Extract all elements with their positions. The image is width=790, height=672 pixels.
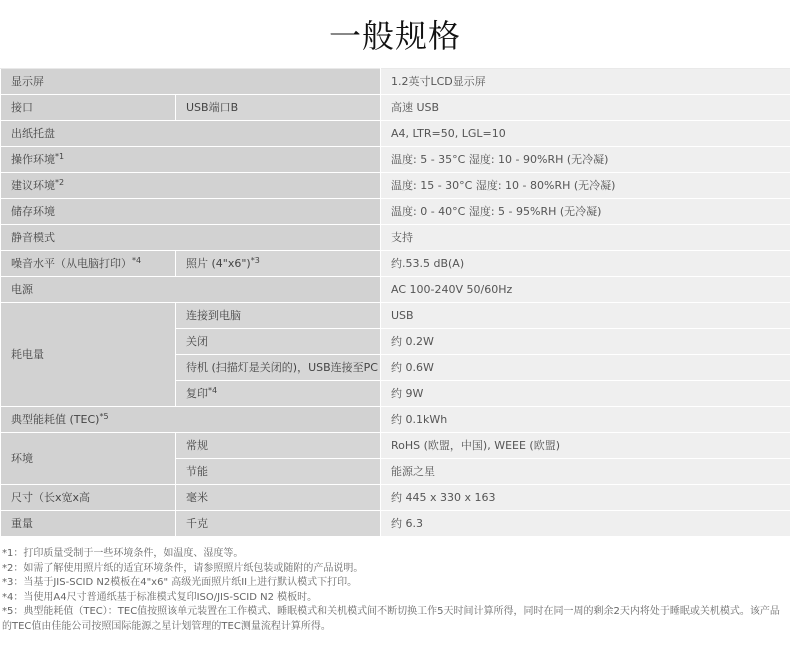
spec-label: [1, 147, 381, 173]
spec-value: [381, 121, 790, 147]
spec-label: [1, 511, 176, 537]
spec-label: [1, 485, 176, 511]
spec-sublabel-text: 常规: [186, 438, 208, 452]
spec-value-text: 约 9W: [391, 386, 424, 400]
spec-value-text: 温度: 0 - 40°C 湿度: 5 - 95%RH (无冷凝): [391, 204, 602, 218]
table-row: [1, 225, 790, 251]
spec-sublabel: [176, 355, 381, 381]
spec-value: [381, 511, 790, 537]
table-row: [1, 407, 790, 433]
table-row: [1, 485, 790, 511]
spec-label: [1, 95, 176, 121]
spec-value: [381, 433, 790, 459]
spec-label-text: 尺寸（长x宽x高: [11, 490, 91, 504]
table-row: [1, 303, 790, 329]
footnote: *5：典型能耗值（TEC）：TEC值按照该单元装置在工作模式、睡眠模式和关机模式间不断切换工作5天时间计算所得，同时在同一周的剩余2天内将处于睡眠或关机模式。该产品的TEC值由佳能公司按照国际能源之星计划管理的TEC测量流程计算所得。: [2, 606, 780, 632]
spec-value: [381, 407, 790, 433]
spec-value: [381, 459, 790, 485]
spec-label-text: 环境: [11, 451, 33, 465]
spec-label-text: 噪音水平（从电脑打印）: [11, 256, 132, 270]
spec-sublabel: [176, 485, 381, 511]
spec-sublabel: [176, 511, 381, 537]
spec-sublabel: [176, 303, 381, 329]
spec-label-text: 电源: [11, 282, 33, 296]
footnote: *1：打印质量受制于一些环境条件，如温度、湿度等。: [2, 548, 244, 559]
spec-label-text: 接口: [11, 100, 33, 114]
spec-sublabel-text: 关闭: [186, 334, 208, 348]
footnote-ref: *1: [55, 151, 65, 161]
spec-value-text: 能源之星: [391, 464, 435, 478]
table-row: [1, 173, 790, 199]
spec-value: [381, 69, 790, 95]
table-row: [1, 433, 790, 459]
spec-label: [1, 251, 176, 277]
spec-table: [0, 68, 790, 537]
spec-value-text: 温度: 15 - 30°C 湿度: 10 - 80%RH (无冷凝): [391, 178, 616, 192]
footnote: *2：如需了解使用照片纸的适宜环境条件，请参照照片纸包装或随附的产品说明。: [2, 562, 364, 574]
spec-label: [1, 69, 381, 95]
spec-sublabel: [176, 95, 381, 121]
spec-value-text: RoHS (欧盟，中国), WEEE (欧盟): [391, 438, 561, 452]
footnote: *3：当基于JIS-SCID N2模板在4"x6" 高级光面照片纸II上进行默认模式下打印。: [2, 577, 358, 589]
footnote-ref: *4: [208, 385, 218, 395]
table-row: [1, 199, 790, 225]
spec-value: [381, 173, 790, 199]
spec-value: [381, 381, 790, 407]
spec-value-text: 约.53.5 dB(A): [391, 256, 465, 270]
spec-label-text: 操作环境: [11, 152, 55, 166]
table-row: [1, 121, 790, 147]
spec-sublabel-text: 待机 (扫描灯是关闭的)，USB连接至PC: [186, 360, 378, 374]
spec-value-text: 支持: [391, 230, 413, 244]
spec-sublabel-text: 复印: [186, 386, 208, 400]
table-row: [1, 251, 790, 277]
spec-label: [1, 433, 176, 485]
spec-label-text: 储存环境: [11, 204, 55, 218]
spec-label: [1, 121, 381, 147]
spec-label-text: 耗电量: [11, 347, 44, 361]
table-row: [1, 511, 790, 537]
spec-sublabel: [176, 329, 381, 355]
footnote-ref: *2: [55, 177, 65, 187]
spec-sublabel-text: 照片 (4"x6"): [186, 256, 251, 270]
spec-sublabel-text: 节能: [186, 464, 208, 478]
spec-sublabel: [176, 251, 381, 277]
spec-sublabel-text: 千克: [186, 516, 208, 530]
spec-value-text: 1.2英寸LCD显示屏: [391, 74, 486, 88]
spec-value: [381, 355, 790, 381]
spec-value-text: 温度: 5 - 35°C 湿度: 10 - 90%RH (无冷凝): [391, 152, 609, 166]
table-row: [1, 277, 790, 303]
spec-value-text: A4, LTR=50, LGL=10: [391, 126, 506, 140]
footnote-ref: *3: [250, 255, 260, 265]
spec-label: [1, 199, 381, 225]
spec-table-body: [1, 69, 790, 537]
footnote: *4：当使用A4尺寸普通纸基于标准模式复印ISO/JIS-SCID N2 模板时。: [2, 591, 318, 603]
spec-value-text: AC 100-240V 50/60Hz: [391, 282, 513, 296]
spec-label: [1, 173, 381, 199]
spec-sublabel-text: USB端口B: [186, 100, 239, 114]
spec-label: [1, 225, 381, 251]
spec-value: [381, 303, 790, 329]
spec-value-text: 约 445 x 330 x 163: [391, 490, 496, 504]
spec-label: [1, 407, 381, 433]
spec-value-text: 约 0.1kWh: [391, 412, 448, 426]
spec-value: [381, 485, 790, 511]
spec-sublabel-text: 连接到电脑: [186, 308, 241, 322]
table-row: [1, 95, 790, 121]
spec-label-text: 显示屏: [11, 74, 44, 88]
spec-label-text: 典型能耗值 (TEC): [11, 412, 100, 426]
table-row: [1, 69, 790, 95]
spec-label-text: 重量: [11, 516, 33, 530]
spec-value: [381, 251, 790, 277]
spec-value: [381, 225, 790, 251]
spec-label: [1, 277, 381, 303]
spec-value-text: USB: [391, 308, 414, 322]
spec-sublabel-text: 毫米: [186, 490, 208, 504]
footnote-ref: *5: [99, 411, 109, 421]
spec-value-text: 约 6.3: [391, 516, 423, 530]
footnotes: [0, 537, 784, 635]
page-title: 一般规格: [328, 17, 461, 55]
spec-sublabel: [176, 433, 381, 459]
spec-sublabel: [176, 381, 381, 407]
spec-sublabel: [176, 459, 381, 485]
spec-label-text: 出纸托盘: [11, 126, 55, 140]
spec-label-text: 静音模式: [11, 230, 55, 244]
spec-label: [1, 303, 176, 407]
spec-value-text: 高速 USB: [391, 100, 440, 114]
spec-value: [381, 95, 790, 121]
spec-value: [381, 199, 790, 225]
spec-value-text: 约 0.6W: [391, 360, 434, 374]
spec-value: [381, 277, 790, 303]
spec-value-text: 约 0.2W: [391, 334, 434, 348]
spec-value: [381, 329, 790, 355]
footnote-ref: *4: [132, 255, 142, 265]
spec-value: [381, 147, 790, 173]
table-row: [1, 147, 790, 173]
spec-label-text: 建议环境: [11, 178, 55, 192]
